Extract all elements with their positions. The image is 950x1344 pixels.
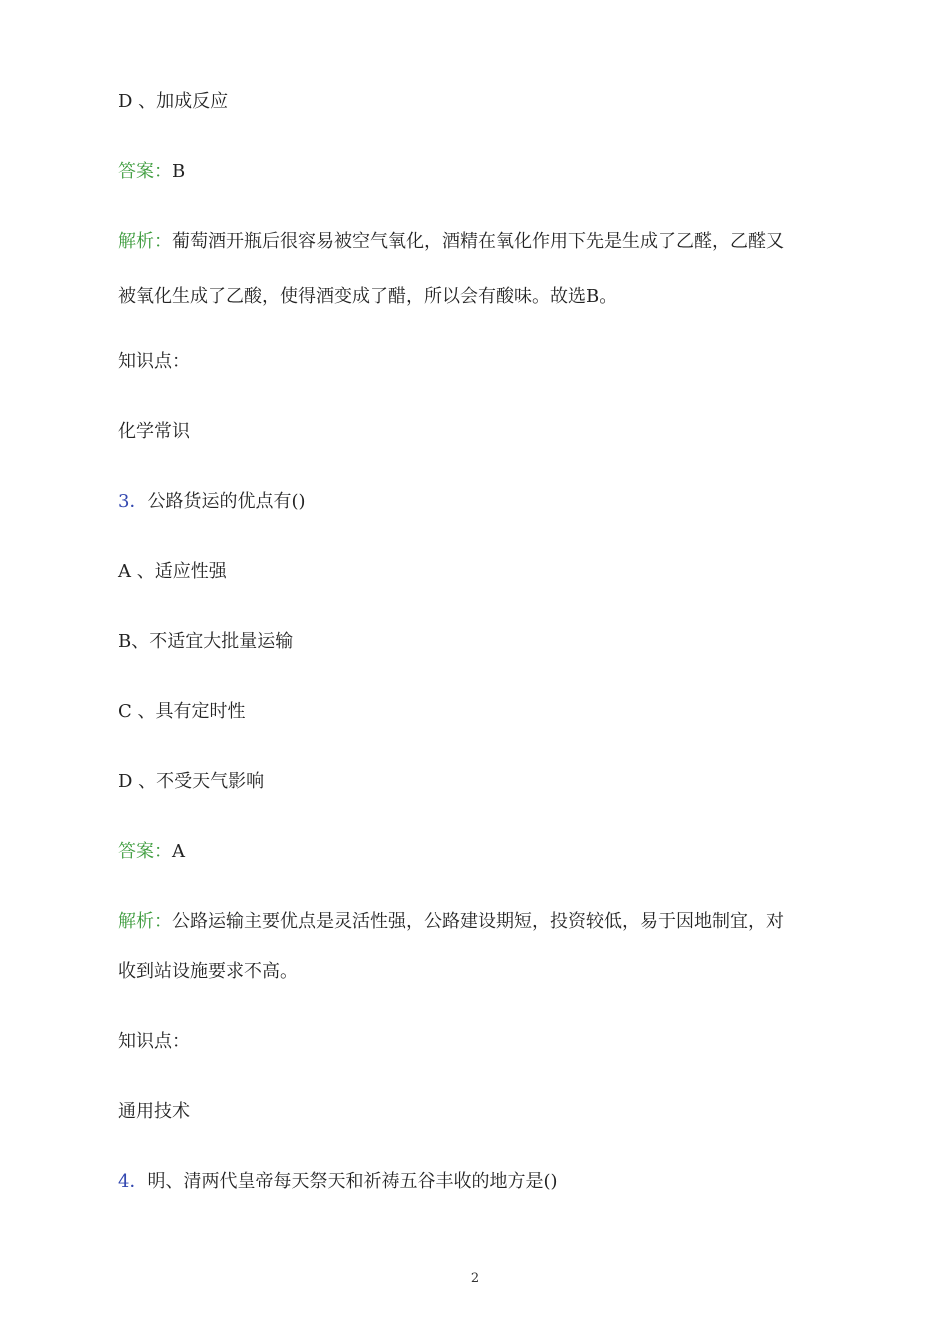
answer-value: B — [172, 161, 186, 182]
q3-knowledge-label: 知识点： — [118, 1031, 190, 1052]
question-text: 公路货运的优点有() — [147, 491, 306, 512]
analysis-text: 葡萄酒开瓶后很容易被空气氧化，酒精在氧化作用下先是生成了乙醛，乙醛又 — [172, 231, 784, 252]
question-number: 4． — [118, 1171, 148, 1192]
q2-analysis-line-1 — [118, 230, 784, 254]
q3-option-c: C 、具有定时性 — [118, 701, 246, 722]
q3-stem — [118, 490, 306, 514]
q2-knowledge-label: 知识点： — [118, 351, 190, 372]
answer-label: 答案： — [118, 841, 172, 862]
q3-option-d: D 、不受天气影响 — [118, 771, 265, 792]
analysis-label: 解析： — [118, 231, 172, 252]
question-number: 3． — [118, 491, 148, 512]
q2-answer — [118, 160, 185, 184]
analysis-label: 解析： — [118, 911, 172, 932]
q3-answer — [118, 840, 185, 864]
q4-stem — [118, 1170, 558, 1194]
question-text: 明、清两代皇帝每天祭天和祈祷五谷丰收的地方是() — [147, 1171, 558, 1192]
q2-analysis-line-2: 被氧化生成了乙酸，使得酒变成了醋，所以会有酸味。故选B。 — [118, 286, 618, 307]
answer-value: A — [172, 841, 185, 862]
q3-analysis-line-2: 收到站设施要求不高。 — [118, 961, 298, 982]
page-number: 2 — [470, 1271, 480, 1286]
q3-option-a: A 、适应性强 — [118, 561, 227, 582]
q3-option-b: B、不适宜大批量运输 — [118, 631, 294, 652]
q2-knowledge-value: 化学常识 — [118, 421, 190, 442]
answer-label: 答案： — [118, 161, 172, 182]
analysis-text: 公路运输主要优点是灵活性强，公路建设期短，投资较低，易于因地制宜，对 — [172, 911, 784, 932]
q2-option-d: D 、加成反应 — [118, 91, 229, 112]
q3-knowledge-value: 通用技术 — [118, 1101, 190, 1122]
q3-analysis-line-1 — [118, 910, 784, 934]
